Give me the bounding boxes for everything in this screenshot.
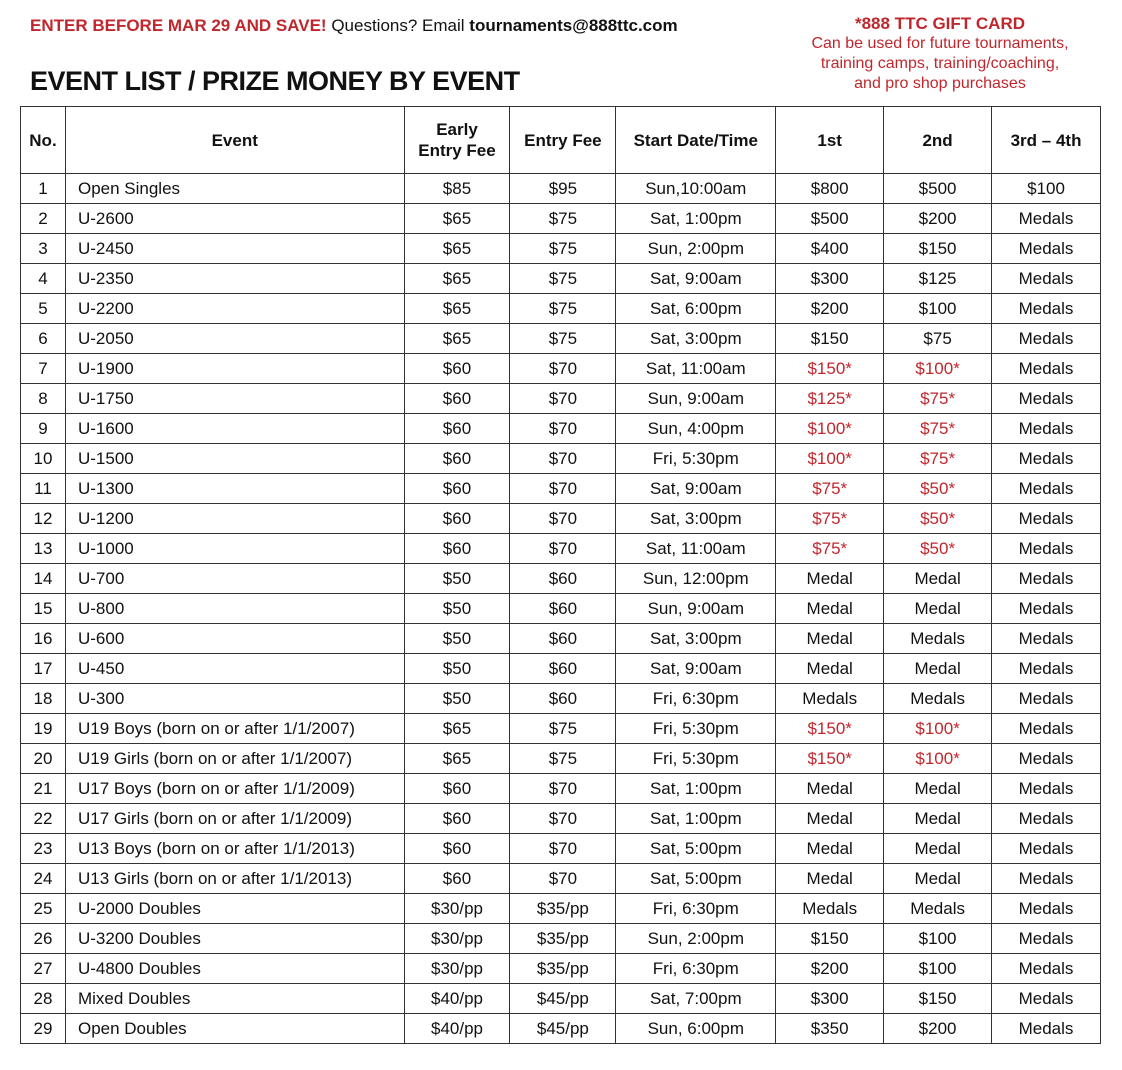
cell-no: 13 xyxy=(21,534,66,564)
table-row xyxy=(21,564,1101,594)
gift-card-note xyxy=(770,14,1110,94)
cell-2nd-prize: Medals xyxy=(884,624,992,654)
cell-start: Sun, 2:00pm xyxy=(616,924,776,954)
gift-card-line: and pro shop purchases xyxy=(854,75,1026,92)
table-row xyxy=(21,594,1101,624)
cell-event: U-2050 xyxy=(65,324,404,354)
cell-start: Sat, 3:00pm xyxy=(616,324,776,354)
cell-event: U-300 xyxy=(65,684,404,714)
cell-entry-fee: $70 xyxy=(510,504,616,534)
cell-1st-prize: $125* xyxy=(776,384,884,414)
table-row xyxy=(21,654,1101,684)
cell-early-fee: $60 xyxy=(404,534,510,564)
cell-3rd-4th-prize: Medals xyxy=(992,534,1101,564)
cell-early-fee: $60 xyxy=(404,354,510,384)
cell-entry-fee: $70 xyxy=(510,834,616,864)
cell-entry-fee: $70 xyxy=(510,774,616,804)
event-table xyxy=(20,106,1101,1044)
table-row xyxy=(21,1014,1101,1044)
cell-3rd-4th-prize: Medals xyxy=(992,744,1101,774)
cell-no: 10 xyxy=(21,444,66,474)
cell-1st-prize: $75* xyxy=(776,474,884,504)
cell-start: Fri, 6:30pm xyxy=(616,954,776,984)
cell-2nd-prize: $100 xyxy=(884,294,992,324)
cell-no: 11 xyxy=(21,474,66,504)
cell-start: Sat, 5:00pm xyxy=(616,864,776,894)
cell-entry-fee: $75 xyxy=(510,324,616,354)
cell-3rd-4th-prize: Medals xyxy=(992,714,1101,744)
cell-early-fee: $65 xyxy=(404,234,510,264)
cell-start: Sat, 1:00pm xyxy=(616,804,776,834)
cell-1st-prize: $200 xyxy=(776,954,884,984)
cell-3rd-4th-prize: Medals xyxy=(992,684,1101,714)
cell-early-fee: $30/pp xyxy=(404,894,510,924)
cell-event: U-1300 xyxy=(65,474,404,504)
cell-event: U13 Boys (born on or after 1/1/2013) xyxy=(65,834,404,864)
cell-2nd-prize: Medal xyxy=(884,864,992,894)
cell-start: Sat, 7:00pm xyxy=(616,984,776,1014)
promo-highlight: ENTER BEFORE MAR 29 AND SAVE! xyxy=(30,16,327,35)
cell-3rd-4th-prize: Medals xyxy=(992,894,1101,924)
cell-1st-prize: $150* xyxy=(776,714,884,744)
table-row xyxy=(21,864,1101,894)
cell-start: Sat, 5:00pm xyxy=(616,834,776,864)
table-row xyxy=(21,894,1101,924)
cell-2nd-prize: Medal xyxy=(884,804,992,834)
cell-entry-fee: $60 xyxy=(510,624,616,654)
cell-no: 2 xyxy=(21,204,66,234)
cell-1st-prize: Medals xyxy=(776,894,884,924)
header-2nd: 2nd xyxy=(884,107,992,174)
cell-early-fee: $65 xyxy=(404,294,510,324)
cell-entry-fee: $60 xyxy=(510,564,616,594)
cell-no: 29 xyxy=(21,1014,66,1044)
table-header-row xyxy=(21,107,1101,174)
cell-start: Sun, 4:00pm xyxy=(616,414,776,444)
cell-entry-fee: $75 xyxy=(510,234,616,264)
cell-1st-prize: $300 xyxy=(776,264,884,294)
cell-3rd-4th-prize: Medals xyxy=(992,384,1101,414)
cell-2nd-prize: $50* xyxy=(884,534,992,564)
cell-event: U19 Girls (born on or after 1/1/2007) xyxy=(65,744,404,774)
cell-no: 25 xyxy=(21,894,66,924)
cell-start: Sat, 3:00pm xyxy=(616,624,776,654)
cell-early-fee: $50 xyxy=(404,684,510,714)
cell-start: Sat, 11:00am xyxy=(616,354,776,384)
cell-3rd-4th-prize: Medals xyxy=(992,354,1101,384)
header-3rd-4th: 3rd – 4th xyxy=(992,107,1101,174)
cell-no: 7 xyxy=(21,354,66,384)
cell-start: Sat, 9:00am xyxy=(616,654,776,684)
cell-2nd-prize: Medal xyxy=(884,834,992,864)
cell-1st-prize: Medals xyxy=(776,684,884,714)
cell-entry-fee: $45/pp xyxy=(510,984,616,1014)
table-row xyxy=(21,174,1101,204)
cell-3rd-4th-prize: Medals xyxy=(992,474,1101,504)
cell-2nd-prize: Medal xyxy=(884,774,992,804)
cell-no: 5 xyxy=(21,294,66,324)
cell-event: U17 Boys (born on or after 1/1/2009) xyxy=(65,774,404,804)
cell-entry-fee: $70 xyxy=(510,534,616,564)
cell-entry-fee: $70 xyxy=(510,414,616,444)
cell-3rd-4th-prize: Medals xyxy=(992,1014,1101,1044)
cell-event: U-3200 Doubles xyxy=(65,924,404,954)
header-event: Event xyxy=(65,107,404,174)
cell-start: Sun, 9:00am xyxy=(616,594,776,624)
cell-3rd-4th-prize: Medals xyxy=(992,564,1101,594)
cell-entry-fee: $70 xyxy=(510,474,616,504)
cell-early-fee: $60 xyxy=(404,384,510,414)
cell-early-fee: $50 xyxy=(404,594,510,624)
cell-early-fee: $65 xyxy=(404,204,510,234)
cell-start: Fri, 6:30pm xyxy=(616,894,776,924)
cell-2nd-prize: $75* xyxy=(884,444,992,474)
cell-3rd-4th-prize: Medals xyxy=(992,324,1101,354)
cell-early-fee: $50 xyxy=(404,654,510,684)
table-row xyxy=(21,954,1101,984)
cell-start: Fri, 5:30pm xyxy=(616,744,776,774)
cell-early-fee: $60 xyxy=(404,504,510,534)
cell-no: 20 xyxy=(21,744,66,774)
cell-early-fee: $40/pp xyxy=(404,984,510,1014)
cell-start: Fri, 5:30pm xyxy=(616,714,776,744)
table-row xyxy=(21,834,1101,864)
cell-2nd-prize: Medals xyxy=(884,684,992,714)
table-row xyxy=(21,684,1101,714)
header-entry-fee: Entry Fee xyxy=(510,107,616,174)
cell-3rd-4th-prize: Medals xyxy=(992,594,1101,624)
cell-no: 4 xyxy=(21,264,66,294)
table-row xyxy=(21,444,1101,474)
table-row xyxy=(21,624,1101,654)
table-row xyxy=(21,474,1101,504)
cell-event: U-2200 xyxy=(65,294,404,324)
cell-3rd-4th-prize: Medals xyxy=(992,774,1101,804)
cell-no: 19 xyxy=(21,714,66,744)
cell-2nd-prize: $100* xyxy=(884,744,992,774)
cell-3rd-4th-prize: Medals xyxy=(992,864,1101,894)
cell-3rd-4th-prize: Medals xyxy=(992,654,1101,684)
cell-early-fee: $65 xyxy=(404,324,510,354)
cell-entry-fee: $75 xyxy=(510,264,616,294)
cell-no: 6 xyxy=(21,324,66,354)
cell-event: U-1500 xyxy=(65,444,404,474)
cell-1st-prize: $200 xyxy=(776,294,884,324)
cell-entry-fee: $60 xyxy=(510,684,616,714)
cell-entry-fee: $70 xyxy=(510,354,616,384)
cell-early-fee: $65 xyxy=(404,744,510,774)
cell-1st-prize: Medal xyxy=(776,594,884,624)
cell-no: 27 xyxy=(21,954,66,984)
cell-early-fee: $30/pp xyxy=(404,954,510,984)
cell-2nd-prize: $125 xyxy=(884,264,992,294)
cell-1st-prize: $75* xyxy=(776,504,884,534)
cell-2nd-prize: Medal xyxy=(884,654,992,684)
cell-3rd-4th-prize: Medals xyxy=(992,984,1101,1014)
cell-2nd-prize: $50* xyxy=(884,504,992,534)
cell-3rd-4th-prize: Medals xyxy=(992,834,1101,864)
cell-event: U-1600 xyxy=(65,414,404,444)
cell-early-fee: $60 xyxy=(404,474,510,504)
table-row xyxy=(21,384,1101,414)
cell-1st-prize: $800 xyxy=(776,174,884,204)
cell-entry-fee: $70 xyxy=(510,384,616,414)
table-row xyxy=(21,264,1101,294)
cell-3rd-4th-prize: $100 xyxy=(992,174,1101,204)
table-row xyxy=(21,744,1101,774)
cell-2nd-prize: $100 xyxy=(884,954,992,984)
cell-no: 17 xyxy=(21,654,66,684)
cell-2nd-prize: $50* xyxy=(884,474,992,504)
cell-entry-fee: $75 xyxy=(510,204,616,234)
table-row xyxy=(21,294,1101,324)
cell-early-fee: $60 xyxy=(404,414,510,444)
cell-entry-fee: $35/pp xyxy=(510,924,616,954)
cell-early-fee: $50 xyxy=(404,624,510,654)
cell-1st-prize: $150 xyxy=(776,924,884,954)
cell-no: 18 xyxy=(21,684,66,714)
cell-1st-prize: $100* xyxy=(776,414,884,444)
cell-2nd-prize: $200 xyxy=(884,1014,992,1044)
cell-entry-fee: $60 xyxy=(510,654,616,684)
cell-no: 8 xyxy=(21,384,66,414)
cell-early-fee: $60 xyxy=(404,834,510,864)
cell-event: U-1200 xyxy=(65,504,404,534)
header-1st: 1st xyxy=(776,107,884,174)
cell-event: U17 Girls (born on or after 1/1/2009) xyxy=(65,804,404,834)
table-row xyxy=(21,534,1101,564)
cell-event: U-600 xyxy=(65,624,404,654)
cell-entry-fee: $35/pp xyxy=(510,894,616,924)
cell-3rd-4th-prize: Medals xyxy=(992,204,1101,234)
cell-2nd-prize: $500 xyxy=(884,174,992,204)
cell-early-fee: $40/pp xyxy=(404,1014,510,1044)
table-row xyxy=(21,414,1101,444)
cell-entry-fee: $70 xyxy=(510,444,616,474)
cell-event: U19 Boys (born on or after 1/1/2007) xyxy=(65,714,404,744)
header-no: No. xyxy=(21,107,66,174)
cell-start: Sun, 9:00am xyxy=(616,384,776,414)
table-row xyxy=(21,324,1101,354)
cell-2nd-prize: $75 xyxy=(884,324,992,354)
cell-3rd-4th-prize: Medals xyxy=(992,504,1101,534)
cell-1st-prize: Medal xyxy=(776,864,884,894)
cell-2nd-prize: Medal xyxy=(884,594,992,624)
cell-start: Sat, 3:00pm xyxy=(616,504,776,534)
cell-entry-fee: $75 xyxy=(510,744,616,774)
cell-early-fee: $65 xyxy=(404,714,510,744)
cell-2nd-prize: $100* xyxy=(884,714,992,744)
cell-1st-prize: $150 xyxy=(776,324,884,354)
cell-entry-fee: $70 xyxy=(510,804,616,834)
cell-start: Fri, 6:30pm xyxy=(616,684,776,714)
cell-event: U-450 xyxy=(65,654,404,684)
cell-start: Sat, 11:00am xyxy=(616,534,776,564)
cell-no: 23 xyxy=(21,834,66,864)
cell-1st-prize: $100* xyxy=(776,444,884,474)
promo-text: Questions? Email xyxy=(326,16,470,35)
cell-event: U-1750 xyxy=(65,384,404,414)
cell-no: 26 xyxy=(21,924,66,954)
cell-3rd-4th-prize: Medals xyxy=(992,234,1101,264)
table-row xyxy=(21,714,1101,744)
cell-3rd-4th-prize: Medals xyxy=(992,624,1101,654)
gift-card-title: *888 TTC GIFT CARD xyxy=(854,14,1026,33)
promo-banner xyxy=(30,16,678,36)
cell-early-fee: $65 xyxy=(404,264,510,294)
cell-early-fee: $85 xyxy=(404,174,510,204)
cell-early-fee: $60 xyxy=(404,864,510,894)
cell-3rd-4th-prize: Medals xyxy=(992,924,1101,954)
cell-early-fee: $30/pp xyxy=(404,924,510,954)
cell-2nd-prize: $150 xyxy=(884,984,992,1014)
cell-1st-prize: $400 xyxy=(776,234,884,264)
cell-1st-prize: $150* xyxy=(776,744,884,774)
cell-event: U-1900 xyxy=(65,354,404,384)
cell-3rd-4th-prize: Medals xyxy=(992,294,1101,324)
cell-start: Sun, 2:00pm xyxy=(616,234,776,264)
cell-event: U-800 xyxy=(65,594,404,624)
cell-no: 16 xyxy=(21,624,66,654)
cell-3rd-4th-prize: Medals xyxy=(992,414,1101,444)
cell-event: U-1000 xyxy=(65,534,404,564)
cell-entry-fee: $75 xyxy=(510,714,616,744)
table-row xyxy=(21,504,1101,534)
cell-start: Sat, 9:00am xyxy=(616,474,776,504)
table-row xyxy=(21,804,1101,834)
cell-event: U-2450 xyxy=(65,234,404,264)
cell-entry-fee: $95 xyxy=(510,174,616,204)
table-row xyxy=(21,984,1101,1014)
cell-no: 28 xyxy=(21,984,66,1014)
cell-no: 24 xyxy=(21,864,66,894)
cell-1st-prize: Medal xyxy=(776,564,884,594)
cell-2nd-prize: Medals xyxy=(884,894,992,924)
cell-start: Sun, 6:00pm xyxy=(616,1014,776,1044)
header-start-datetime: Start Date/Time xyxy=(616,107,776,174)
cell-early-fee: $60 xyxy=(404,774,510,804)
table-body xyxy=(21,174,1101,1044)
cell-2nd-prize: $75* xyxy=(884,384,992,414)
cell-1st-prize: $350 xyxy=(776,1014,884,1044)
cell-no: 14 xyxy=(21,564,66,594)
table-row xyxy=(21,354,1101,384)
table-row xyxy=(21,774,1101,804)
cell-1st-prize: Medal xyxy=(776,804,884,834)
cell-2nd-prize: $100 xyxy=(884,924,992,954)
contact-email[interactable]: tournaments@888ttc.com xyxy=(469,16,678,35)
cell-event: U13 Girls (born on or after 1/1/2013) xyxy=(65,864,404,894)
cell-2nd-prize: $200 xyxy=(884,204,992,234)
cell-3rd-4th-prize: Medals xyxy=(992,954,1101,984)
cell-1st-prize: $500 xyxy=(776,204,884,234)
cell-start: Sat, 1:00pm xyxy=(616,204,776,234)
cell-3rd-4th-prize: Medals xyxy=(992,804,1101,834)
cell-no: 15 xyxy=(21,594,66,624)
cell-no: 22 xyxy=(21,804,66,834)
cell-event: Open Singles xyxy=(65,174,404,204)
cell-entry-fee: $70 xyxy=(510,864,616,894)
page-title: EVENT LIST / PRIZE MONEY BY EVENT xyxy=(30,66,520,96)
cell-early-fee: $60 xyxy=(404,444,510,474)
table-row xyxy=(21,924,1101,954)
cell-2nd-prize: Medal xyxy=(884,564,992,594)
cell-event: U-2350 xyxy=(65,264,404,294)
table-row xyxy=(21,234,1101,264)
cell-1st-prize: Medal xyxy=(776,654,884,684)
cell-no: 1 xyxy=(21,174,66,204)
cell-1st-prize: $300 xyxy=(776,984,884,1014)
table-row xyxy=(21,204,1101,234)
cell-1st-prize: Medal xyxy=(776,834,884,864)
cell-event: Open Doubles xyxy=(65,1014,404,1044)
cell-event: U-2000 Doubles xyxy=(65,894,404,924)
gift-card-line: training camps, training/coaching, xyxy=(820,55,1060,72)
cell-3rd-4th-prize: Medals xyxy=(992,264,1101,294)
cell-entry-fee: $35/pp xyxy=(510,954,616,984)
header-early-entry-fee: Early Entry Fee xyxy=(404,107,510,174)
cell-1st-prize: $75* xyxy=(776,534,884,564)
cell-no: 3 xyxy=(21,234,66,264)
cell-event: Mixed Doubles xyxy=(65,984,404,1014)
cell-early-fee: $60 xyxy=(404,804,510,834)
gift-card-line: Can be used for future tournaments, xyxy=(811,35,1069,52)
cell-entry-fee: $75 xyxy=(510,294,616,324)
cell-event: U-700 xyxy=(65,564,404,594)
cell-early-fee: $50 xyxy=(404,564,510,594)
cell-entry-fee: $45/pp xyxy=(510,1014,616,1044)
cell-start: Sat, 1:00pm xyxy=(616,774,776,804)
cell-start: Sat, 9:00am xyxy=(616,264,776,294)
cell-2nd-prize: $100* xyxy=(884,354,992,384)
cell-1st-prize: Medal xyxy=(776,624,884,654)
cell-3rd-4th-prize: Medals xyxy=(992,444,1101,474)
cell-no: 21 xyxy=(21,774,66,804)
cell-no: 9 xyxy=(21,414,66,444)
cell-start: Sat, 6:00pm xyxy=(616,294,776,324)
cell-2nd-prize: $75* xyxy=(884,414,992,444)
cell-start: Sun, 12:00pm xyxy=(616,564,776,594)
cell-start: Sun,10:00am xyxy=(616,174,776,204)
cell-event: U-2600 xyxy=(65,204,404,234)
cell-2nd-prize: $150 xyxy=(884,234,992,264)
cell-1st-prize: $150* xyxy=(776,354,884,384)
cell-no: 12 xyxy=(21,504,66,534)
cell-entry-fee: $60 xyxy=(510,594,616,624)
cell-event: U-4800 Doubles xyxy=(65,954,404,984)
cell-1st-prize: Medal xyxy=(776,774,884,804)
cell-start: Fri, 5:30pm xyxy=(616,444,776,474)
